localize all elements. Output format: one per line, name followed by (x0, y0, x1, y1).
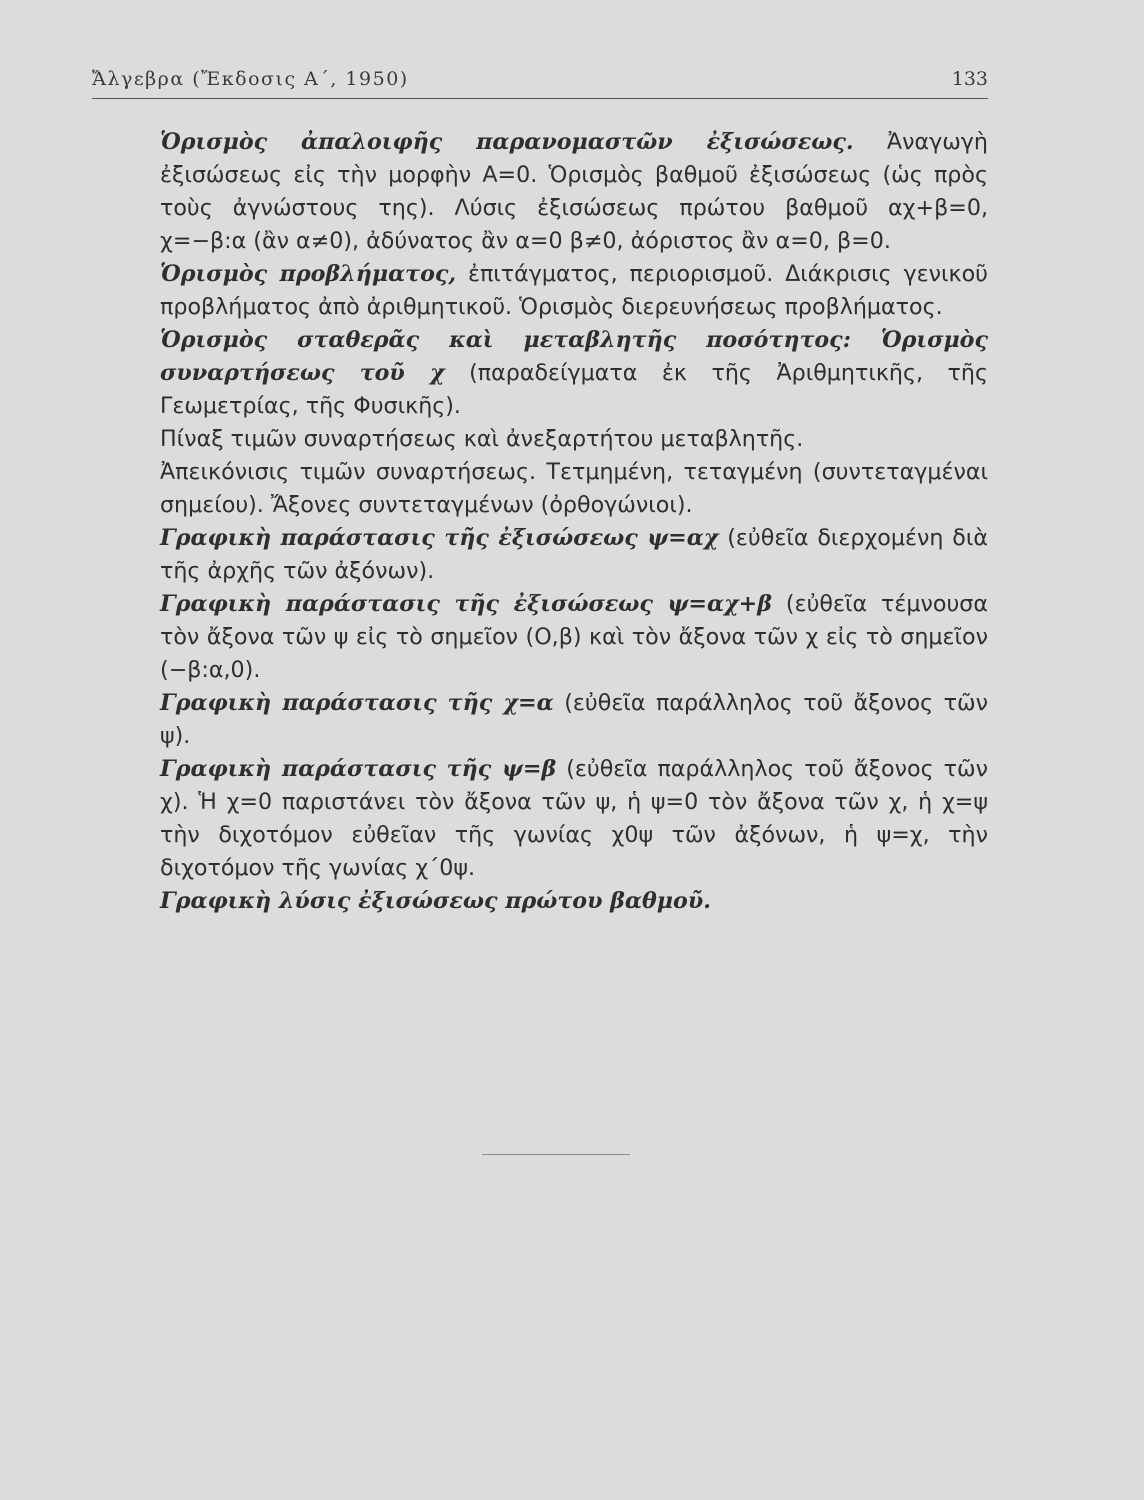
paragraph-lead: Γραφικὴ παράστασις τῆς ἐξισώσεως ψ=αχ (160, 525, 719, 551)
paragraph-text: (εὐθεῖα παράλληλος τοῦ ἄξονος τῶν ψ). (160, 690, 988, 749)
paragraph (160, 885, 988, 918)
paragraph-text: ἐπιτάγματος, περιορισμοῦ. Διάκρισις γενικοῦ προβλήματος ἀπὸ ἀριθμητικοῦ. Ὁρισμὸς διερευνήσεως προβλήματος. (160, 261, 988, 320)
paragraph-lead: Ὁρισμὸς σταθερᾶς καὶ μεταβλητῆς ποσότητος: Ὁρισμὸς συναρτήσεως τοῦ χ (160, 327, 988, 386)
paragraph-lead: Γραφικὴ παράστασις τῆς χ=α (160, 690, 554, 716)
paragraph (160, 456, 988, 522)
paragraph (160, 753, 988, 885)
paragraph (160, 258, 988, 324)
body-text (160, 126, 988, 918)
paragraph-lead: Γραφικὴ παράστασις τῆς ἐξισώσεως ψ=αχ+β (160, 591, 772, 617)
paragraph (160, 126, 988, 258)
paragraph (160, 588, 988, 687)
paragraph-text: (παραδείγματα ἐκ τῆς Ἀριθμητικῆς, τῆς Γεωμετρίας, τῆς Φυσικῆς). (160, 360, 988, 419)
paragraph-text: Ἀπεικόνισις τιμῶν συναρτήσεως. Τετμημένη, τεταγμένη (συντεταγμέναι σημείου). Ἄξονες συντεταγμένων (ὀρθογώνιοι). (160, 459, 988, 518)
paragraph (160, 324, 988, 423)
paragraph (160, 687, 988, 753)
paragraph-lead: Γραφικὴ παράστασις τῆς ψ=β (160, 756, 557, 782)
paragraph-lead: Ὁρισμὸς προβλήματος, (160, 261, 457, 287)
paragraph-lead: Γραφικὴ λύσις ἐξισώσεως πρώτου βαθμοῦ. (160, 888, 711, 914)
paragraph (160, 423, 988, 456)
section-end-rule (482, 1154, 630, 1155)
page-header (92, 62, 988, 99)
paragraph (160, 522, 988, 588)
paragraph-text: Ἀναγωγὴ ἐξισώσεως εἰς τὴν μορφὴν Α=0. Ὁρισμὸς βαθμοῦ ἐξισώσεως (ὡς πρὸς τοὺς ἀγνώστους της). Λύσις ἐξισώσεως πρώτου βαθμοῦ αχ+β=0, χ=−β:α (ἂν α≠0), ἀδύνατος ἂν α=0 β≠0, ἀόριστος ἂν α=0, β=0. (160, 129, 988, 254)
paragraph-lead: Ὁρισμὸς ἀπαλοιφῆς παρανομαστῶν ἐξισώσεως. (160, 129, 854, 155)
paragraph-text: (εὐθεῖα παράλληλος τοῦ ἄξονος τῶν χ). Ἡ χ=0 παριστάνει τὸν ἄξονα τῶν ψ, ἡ ψ=0 τὸν ἄξονα τῶν χ, ἡ χ=ψ τὴν διχοτόμον εὐθεῖαν τῆς γωνίας χ0ψ τῶν ἀξόνων, ἡ ψ=χ, τὴν διχοτόμον τῆς γωνίας χ΄0ψ. (160, 756, 988, 881)
running-title: Ἄλγεβρα (Ἔκδοσις Α΄, 1950) (92, 68, 409, 90)
paragraph-text: (εὐθεῖα τέμνουσα τὸν ἄξονα τῶν ψ εἰς τὸ σημεῖον (Ο,β) καὶ τὸν ἄξονα τῶν χ εἰς τὸ σημεῖον (−β:α,0). (160, 591, 988, 683)
page-number: 133 (951, 68, 988, 90)
paragraph-text: Πίναξ τιμῶν συναρτήσεως καὶ ἀνεξαρτήτου μεταβλητῆς. (160, 426, 804, 452)
paragraph-text: (εὐθεῖα διερχομένη διὰ τῆς ἀρχῆς τῶν ἀξόνων). (160, 525, 988, 584)
